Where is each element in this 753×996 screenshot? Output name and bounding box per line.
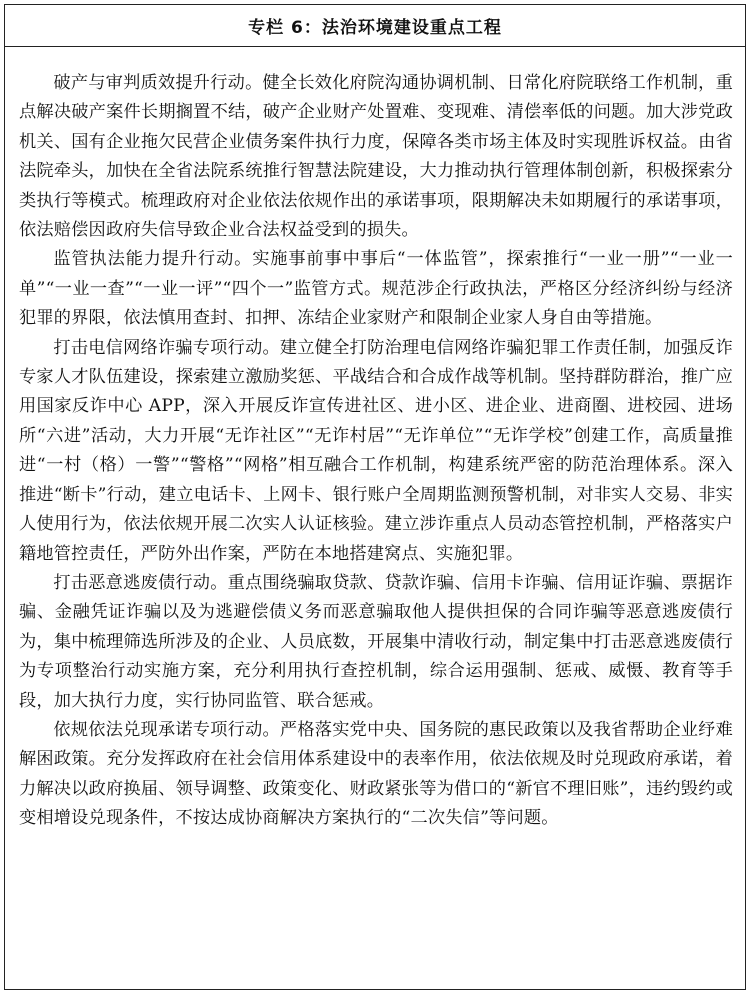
column-title: 专栏 6：法治环境建设重点工程 [248,18,502,38]
column-box [4,4,746,990]
paragraph-supervision-enforcement: 监管执法能力提升行动。实施事前事中事后“一体监管”，探索推行“一业一册”“一业一单”“一业一查”“一业一评”“四个一”监管方式。规范涉企行政执法，严格区分经济纠纷与经济犯罪的界限，依法慎用查封、扣押、冻结企业家财产和限制企业家人身自由等措施。 [19,249,733,329]
column-body [5,47,745,834]
paragraph-telecom-fraud: 打击电信网络诈骗专项行动。建立健全打防治理电信网络诈骗犯罪工作责任制，加强反诈专家人才队伍建设，探索建立激励奖惩、平战结合和合成作战等机制。坚持群防群治，推广应用国家反诈中心 APP，深入开展反诈宣传进社区、进小区、进企业、进商圈、进校园、进场所“六进”活动，大力开展“无诈社区”“无诈村居”“无诈单位”“无诈学校”创建工作，高质量推进“一村（格）一警”“警格”“网格”相互融合工作机制，构建系统严密的防范治理体系。深入推进“断卡”行动，建立电话卡、上网卡、银行账户全周期监测预警机制，对非实人交易、非实人使用行为，依法依规开展二次实人认证核验。建立涉诈重点人员动态管控机制，严格落实户籍地管控责任，严防外出作案，严防在本地搭建窝点、实施犯罪。 [19,337,733,564]
paragraph-debt-evasion: 打击恶意逃废债行动。重点围绕骗取贷款、贷款诈骗、信用卡诈骗、信用证诈骗、票据诈骗、金融凭证诈骗以及为逃避偿债义务而恶意骗取他人提供担保的合同诈骗等恶意逃废债行为，集中梳理筛选所涉及的企业、人员底数，开展集中清收行动，制定集中打击恶意逃废债行为专项整治行动实施方案，充分利用执行查控机制，综合运用强制、惩戒、威慑、教育等手段，加大执行力度，实行协同监管、联合惩戒。 [19,572,733,711]
paragraph-bankruptcy-trial: 破产与审判质效提升行动。健全长效化府院沟通协调机制、日常化府院联络工作机制，重点解决破产案件长期搁置不结，破产企业财产处置难、变现难、清偿率低的问题。加大涉党政机关、国有企业拖欠民营企业债务案件执行力度，保障各类市场主体及时实现胜诉权益。由省法院牵头，加快在全省法院系统推行智慧法院建设，大力推动执行管理体制创新，积极探索分类执行等模式。梳理政府对企业依法依规作出的承诺事项，限期解决未如期履行的承诺事项，依法赔偿因政府失信导致企业合法权益受到的损失。 [19,73,733,241]
column-header [5,5,745,47]
paragraph-promise-fulfillment: 依规依法兑现承诺专项行动。严格落实党中央、国务院的惠民政策以及我省帮助企业纾难解困政策。充分发挥政府在社会信用体系建设中的表率作用，依法依规及时兑现政府承诺，着力解决以政府换届、领导调整、政策变化、财政紧张等为借口的“新官不理旧账”，违约毁约或变相增设兑现条件，不按达成协商解决方案执行的“二次失信”等问题。 [19,719,733,829]
